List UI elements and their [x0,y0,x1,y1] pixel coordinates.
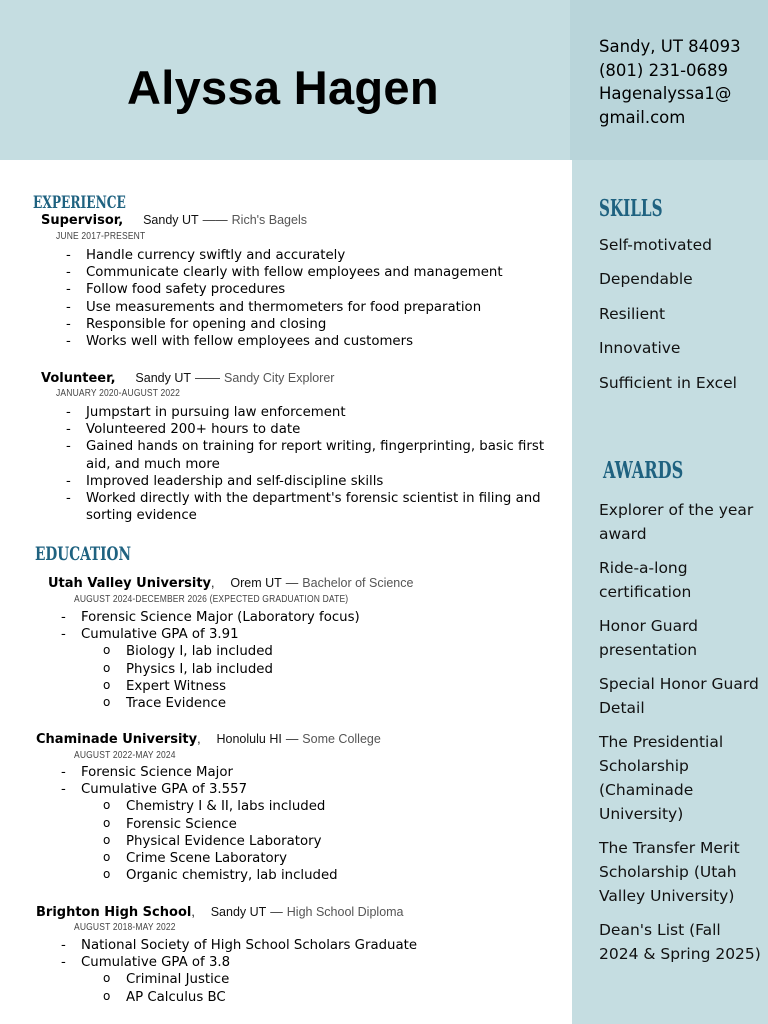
job-bullet: - Communicate clearly with fellow employees and management [63,264,558,281]
job-bullet: - Follow food safety procedures [63,281,558,298]
school-item [58,954,558,1006]
course-item: o AP Calculus BC [81,989,558,1006]
school-degree: Bachelor of Science [302,576,414,590]
award-item: The Transfer Merit Scholarship (Utah Valley University) [599,839,740,905]
school-degree: Some College [302,732,381,746]
award-item: Ride-a-long certification [599,559,692,601]
job-title: Supervisor, [41,213,124,228]
school-separator: — [285,732,299,746]
job-location: Sandy UT [143,213,199,227]
course-list [81,798,558,884]
course-item: o Trace Evidence [81,695,558,712]
school-item-text: Cumulative GPA of 3.557 [81,782,248,798]
course-item: o Chemistry I & II, labs included [81,798,558,815]
job-header-supervisor [41,212,307,228]
contact-info [599,35,764,129]
job-title: Volunteer, [41,371,116,386]
skills-list [599,236,737,408]
skill-item: Self-motivated [599,236,712,254]
job-location: Sandy UT [135,371,192,385]
school-separator: — [270,905,283,919]
skill-item: Sufficient in Excel [599,373,737,392]
school-name: Utah Valley University [48,576,212,591]
education-heading: EDUCATION [35,543,131,565]
course-list [81,643,558,712]
school-header [48,575,413,591]
award-item: Special Honor Guard Detail [599,675,759,717]
school-items [58,609,558,712]
awards-list [599,498,761,976]
school-location: Sandy UT [210,905,267,919]
school-dates: AUGUST 2022-MAY 2024 [74,750,176,761]
course-item: o Forensic Science [81,816,558,833]
award-item: Honor Guard presentation [599,617,699,659]
contact-phone: (801) 231-0689 [599,60,729,80]
job-bullets [63,247,558,350]
job-bullet: - Volunteered 200+ hours to date [63,421,558,438]
school-item-text: Cumulative GPA of 3.91 [81,627,239,643]
candidate-name: Alyssa Hagen [127,61,439,114]
school-item-text: Forensic Science Major (Laboratory focus) [81,610,360,625]
course-item: o Expert Witness [81,678,558,695]
school-location: Honolulu HI [216,732,282,746]
job-separator: —— [195,371,220,385]
course-item: o Biology I, lab included [81,643,558,660]
award-item: Dean's List (Fall 2024 & Spring 2025) [599,921,761,963]
school-header [36,904,404,920]
course-item: o Criminal Justice [81,971,558,988]
job-bullet: - Jumpstart in pursuing law enforcement [63,404,558,421]
job-bullet: - Use measurements and thermometers for food preparation [63,299,558,316]
school-dates: AUGUST 2024-DECEMBER 2026 (EXPECTED GRADUATION DATE) [74,594,349,605]
school-degree: High School Diploma [286,905,404,919]
contact-email-part2: gmail.com [599,107,686,127]
school-comma: , [211,576,215,590]
job-bullet: - Gained hands on training for report writing, fingerprinting, basic first aid, and much more [63,438,558,472]
job-header-volunteer [41,370,334,386]
job-bullets [63,404,558,524]
school-header [36,731,381,747]
course-item: o Physics I, lab included [81,661,558,678]
school-name: Brighton High School [36,905,192,920]
contact-address: Sandy, UT 84093 [599,37,741,56]
award-item: Explorer of the year award [599,501,754,543]
school-comma: , [191,905,195,919]
school-items [58,937,558,1006]
school-comma: , [197,732,201,746]
school-location: Orem UT [230,576,282,590]
contact-email-part1: Hagenalyssa1@ [599,84,732,103]
job-organization: Rich's Bagels [231,213,307,227]
job-bullet: - Works well with fellow employees and customers [63,333,558,350]
skill-item: Dependable [599,270,693,289]
job-bullet: - Handle currency swiftly and accurately [63,247,558,264]
job-separator: —— [202,213,228,227]
school-item [58,937,558,954]
job-bullet: - Improved leadership and self-discipline skills [63,473,558,490]
course-item: o Organic chemistry, lab included [81,867,558,884]
school-item [58,781,558,884]
school-item [58,609,558,626]
school-separator: — [285,576,299,590]
school-item-text: Forensic Science Major [81,765,233,780]
school-items [58,764,558,884]
experience-heading: EXPERIENCE [33,193,126,213]
job-dates: JUNE 2017-PRESENT [56,231,146,242]
awards-heading: AWARDS [603,457,684,484]
job-organization: Sandy City Explorer [223,371,335,385]
course-item: o Physical Evidence Laboratory [81,833,558,850]
job-bullet: - Worked directly with the department's forensic scientist in filing and sorting evidence [63,490,558,524]
school-item [58,626,558,712]
school-name: Chaminade University [36,732,198,747]
award-item: The Presidential Scholarship (Chaminade University) [599,733,724,823]
school-item-text: National Society of High School Scholars Graduate [81,938,418,953]
skills-heading: SKILLS [599,195,663,222]
school-item [58,764,558,781]
school-item-text: Cumulative GPA of 3.8 [81,955,231,971]
course-item: o Crime Scene Laboratory [81,850,558,867]
job-dates: JANUARY 2020-AUGUST 2022 [56,388,181,399]
skill-item: Innovative [599,339,681,358]
school-dates: AUGUST 2018-MAY 2022 [74,922,176,933]
skill-item: Resilient [599,304,666,323]
job-bullet: - Responsible for opening and closing [63,316,558,333]
course-list [81,971,558,1005]
